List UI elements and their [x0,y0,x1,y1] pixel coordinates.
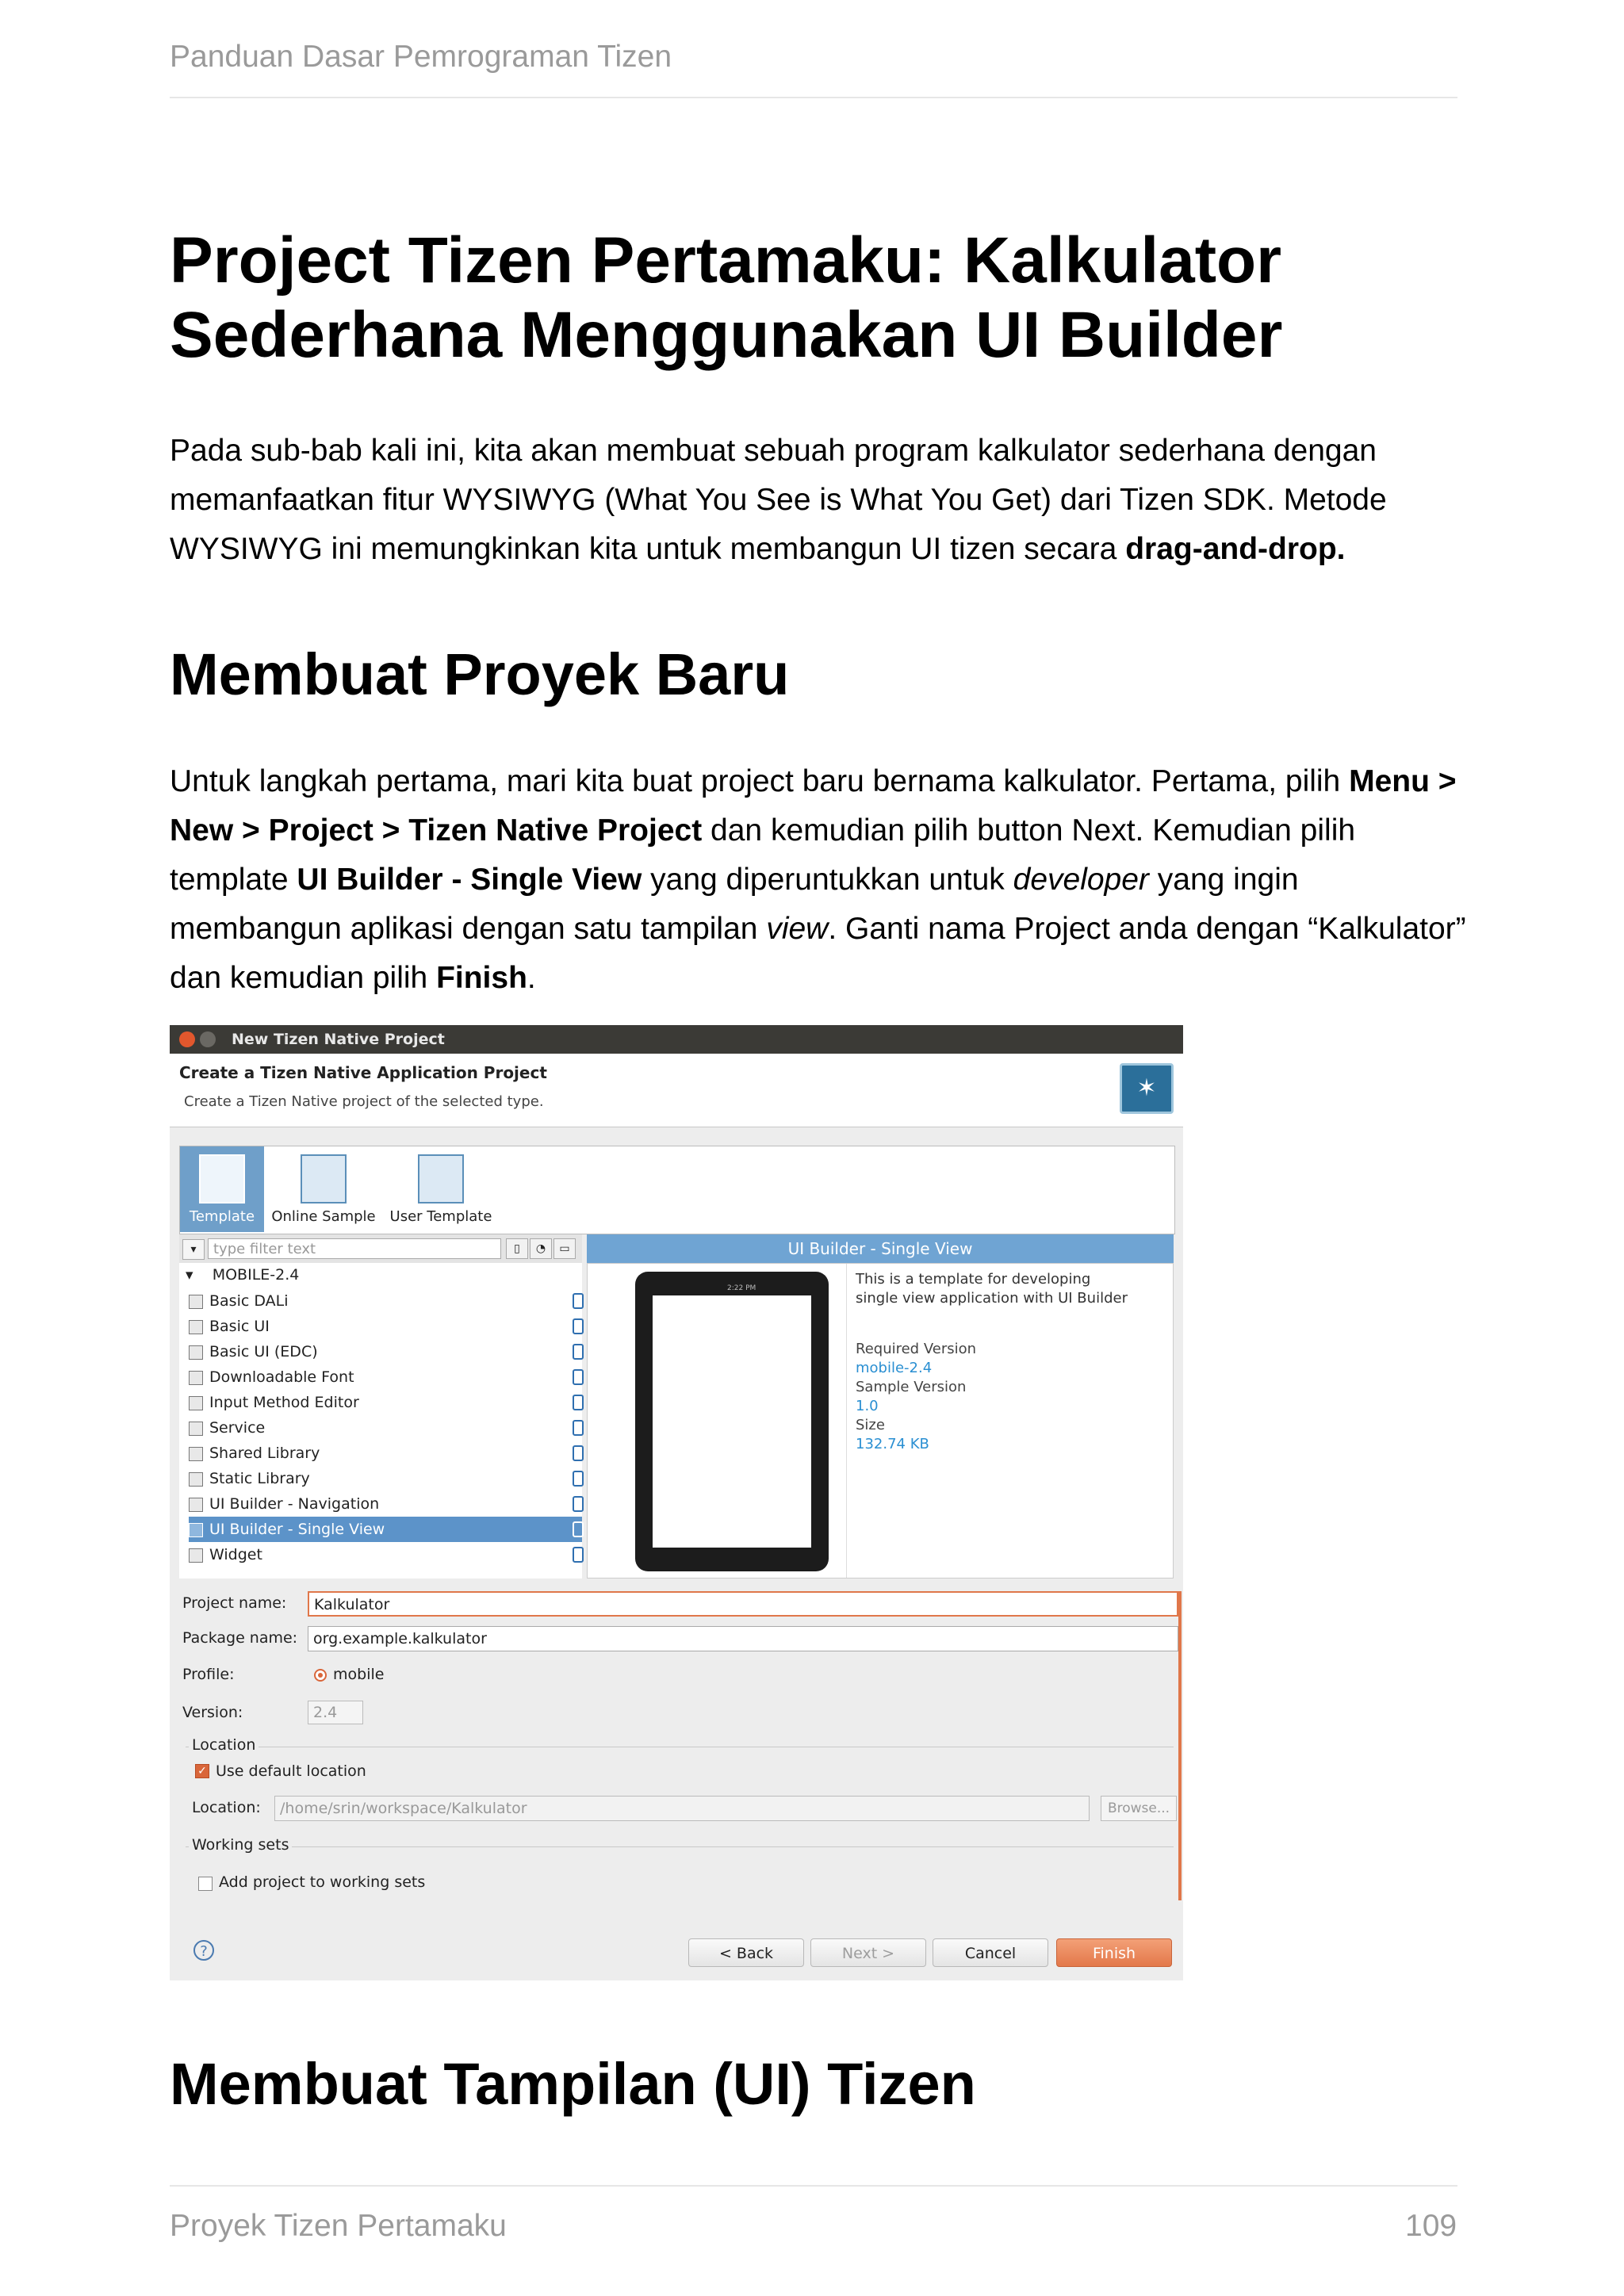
tree-item-input-method-editor[interactable] [189,1390,582,1415]
steps-paragraph [170,757,1470,1003]
profile-label: Profile: [182,1666,235,1683]
finish-button[interactable]: Finish [1056,1938,1172,1967]
steps-italic-developer: developer [1013,863,1149,897]
footer-rule [170,2185,1457,2187]
phone-status-bar [653,1284,811,1292]
use-default-location-label: Use default location [216,1762,366,1780]
location-label: Location: [192,1799,261,1816]
phone-view-icon[interactable]: ▯ [506,1238,528,1259]
package-name-input[interactable]: org.example.kalkulator [308,1626,1178,1651]
size-label: Size [856,1417,885,1433]
sample-version-label: Sample Version [856,1379,967,1395]
window-close-icon[interactable] [179,1031,195,1047]
project-name-input[interactable]: Kalkulator [308,1591,1178,1617]
mobile-icon [573,1293,584,1309]
phone-status-time: 2:22 PM [727,1284,756,1292]
mobile-icon [573,1344,584,1360]
dialog-button-bar [170,1929,1183,1980]
steps-text-4: yang ingin membangun aplikasi dengan satu tampilan [170,863,1299,946]
preview-pane [587,1263,1174,1578]
cancel-button[interactable]: Cancel [933,1938,1048,1967]
phone-screen [653,1295,811,1548]
tab-online-sample[interactable] [267,1146,380,1232]
description-line-2: single view application with UI Builder [856,1290,1128,1307]
package-name-label: Package name: [182,1629,298,1647]
tree-group-label: MOBILE-2.4 [212,1266,300,1284]
tab-online-sample-label: Online Sample [271,1208,376,1225]
tree-item-ui-builder-navigation[interactable] [189,1491,582,1517]
tree-item-label: Static Library [209,1470,310,1487]
online-sample-tab-icon [301,1154,347,1203]
tree-item-label: Service [209,1419,266,1437]
template-tabs [179,1146,1175,1234]
page-title [170,224,1470,373]
desktop-view-icon[interactable]: ▭ [553,1238,576,1259]
section-heading-new-project: Membuat Proyek Baru [170,641,790,707]
running-header: Panduan Dasar Pemrograman Tizen [170,40,672,74]
steps-bold-template: UI Builder - Single View [297,863,642,897]
mobile-icon [573,1420,584,1436]
tree-item-label: Basic DALi [209,1292,289,1310]
intro-paragraph [170,427,1470,574]
required-version-label: Required Version [856,1341,977,1357]
version-spinner[interactable]: 2.4 [308,1701,363,1724]
steps-bold-menu: Menu > New > Project > Tizen Native Project [170,764,1457,848]
help-icon[interactable]: ? [193,1940,214,1961]
page-title-line1: Project Tizen Pertamaku: Kalkulator [170,224,1282,297]
working-sets-group [186,1836,1174,1854]
add-to-working-sets-label: Add project to working sets [219,1873,426,1891]
add-to-working-sets-checkbox[interactable] [198,1877,213,1891]
intro-bold: drag-and-drop. [1125,532,1346,566]
steps-text-3: yang diperuntukkan untuk [642,863,1013,897]
new-project-dialog-screenshot [170,1025,1183,1980]
tree-item-service[interactable] [189,1415,582,1441]
tree-item-basic-ui[interactable] [189,1314,582,1339]
tree-item-label: Basic UI [209,1318,270,1335]
window-minimize-icon[interactable] [200,1031,216,1047]
project-name-label: Project name: [182,1594,287,1612]
tree-group-mobile[interactable]: ▾ MOBILE-2.4 [186,1266,300,1284]
version-label: Version: [182,1704,243,1721]
footer-chapter: Proyek Tizen Pertamaku [170,2209,507,2243]
dialog-header [170,1054,1183,1127]
tab-user-template[interactable] [383,1146,499,1232]
page-number: 109 [1405,2209,1457,2243]
mobile-icon [573,1547,584,1563]
template-description [856,1270,1128,1308]
form-focus-bar [1178,1591,1182,1900]
mobile-icon [573,1318,584,1334]
template-meta [856,1340,976,1454]
tree-item-label: UI Builder - Single View [209,1521,385,1538]
mobile-icon [573,1471,584,1487]
phone-preview-image [635,1272,829,1571]
template-tab-icon [199,1154,245,1203]
use-default-location-checkbox[interactable]: ✓ [195,1764,209,1778]
template-tree [179,1263,582,1578]
header-rule [170,97,1457,98]
tree-item-label: UI Builder - Navigation [209,1495,380,1513]
section-heading-ui: Membuat Tampilan (UI) Tizen [170,2051,976,2117]
location-group-legend: Location [189,1736,259,1754]
filter-mode-icon[interactable]: ◔ [530,1238,552,1259]
back-button[interactable]: < Back [688,1938,804,1967]
tab-user-template-label: User Template [389,1208,492,1225]
tree-item-label: Widget [209,1546,262,1563]
user-template-tab-icon [418,1154,464,1203]
dialog-heading: Create a Tizen Native Application Project [179,1063,547,1082]
steps-italic-view: view [766,912,829,946]
mobile-icon [573,1395,584,1410]
browse-button[interactable]: Browse... [1101,1796,1177,1821]
sample-version-value: 1.0 [856,1398,879,1414]
working-sets-legend: Working sets [189,1836,292,1854]
tab-template-label: Template [189,1208,255,1225]
page-title-line2: Sederhana Menggunakan UI Builder [170,299,1283,371]
tab-template[interactable] [180,1146,264,1232]
steps-text-1: Untuk langkah pertama, mari kita buat project baru bernama kalkulator. Pertama, pilih [170,764,1350,798]
tree-item-shared-library[interactable] [189,1441,582,1466]
steps-text-5: . Ganti nama Project anda dengan “Kalkulator” dan kemudian pilih [170,912,1466,995]
tree-item-widget[interactable] [189,1542,582,1567]
intro-text: Pada sub-bab kali ini, kita akan membuat sebuah program kalkulator sederhana dengan memanfaatkan fitur WYSIWYG (What You See is What You Get) dari Tizen SDK. Metode WYSIWYG ini memungkinkan kita untuk membangun UI tizen secara [170,434,1387,566]
tree-item-basic-dali[interactable] [189,1288,582,1314]
profile-mobile-label: mobile [333,1666,385,1683]
tizen-logo-icon: ✶ [1120,1063,1174,1114]
steps-text-6: . [527,961,536,995]
profile-mobile-radio[interactable] [314,1669,327,1682]
tree-item-ui-builder-single-view[interactable] [189,1517,582,1542]
required-version-value: mobile-2.4 [856,1360,933,1376]
tree-item-label: Input Method Editor [209,1394,359,1411]
mobile-icon [573,1369,584,1385]
tree-item-downloadable-font[interactable] [189,1364,582,1390]
mobile-icon [573,1521,584,1537]
filter-input[interactable]: type filter text [208,1238,501,1259]
filter-row [179,1234,582,1263]
description-line-1: This is a template for developing [856,1271,1091,1288]
location-input[interactable]: /home/srin/workspace/Kalkulator [274,1796,1090,1821]
chevron-down-icon[interactable]: ▾ [182,1239,205,1260]
tree-item-label: Downloadable Font [209,1368,354,1386]
mobile-icon [573,1496,584,1512]
size-value: 132.74 KB [856,1436,929,1452]
dialog-titlebar [170,1025,1183,1054]
next-button[interactable]: Next > [810,1938,926,1967]
steps-text-2: dan kemudian pilih button Next. Kemudian pilih template [170,813,1356,897]
dialog-subheading: Create a Tizen Native project of the selected type. [184,1093,544,1110]
tree-item-label: Shared Library [209,1445,320,1462]
steps-bold-finish: Finish [436,961,527,995]
preview-title: UI Builder - Single View [587,1234,1174,1263]
tree-item-static-library[interactable] [189,1466,582,1491]
tree-item-label: Basic UI (EDC) [209,1343,318,1360]
tree-item-basic-ui-edc[interactable] [189,1339,582,1364]
mobile-icon [573,1445,584,1461]
dialog-window-title: New Tizen Native Project [232,1031,445,1048]
